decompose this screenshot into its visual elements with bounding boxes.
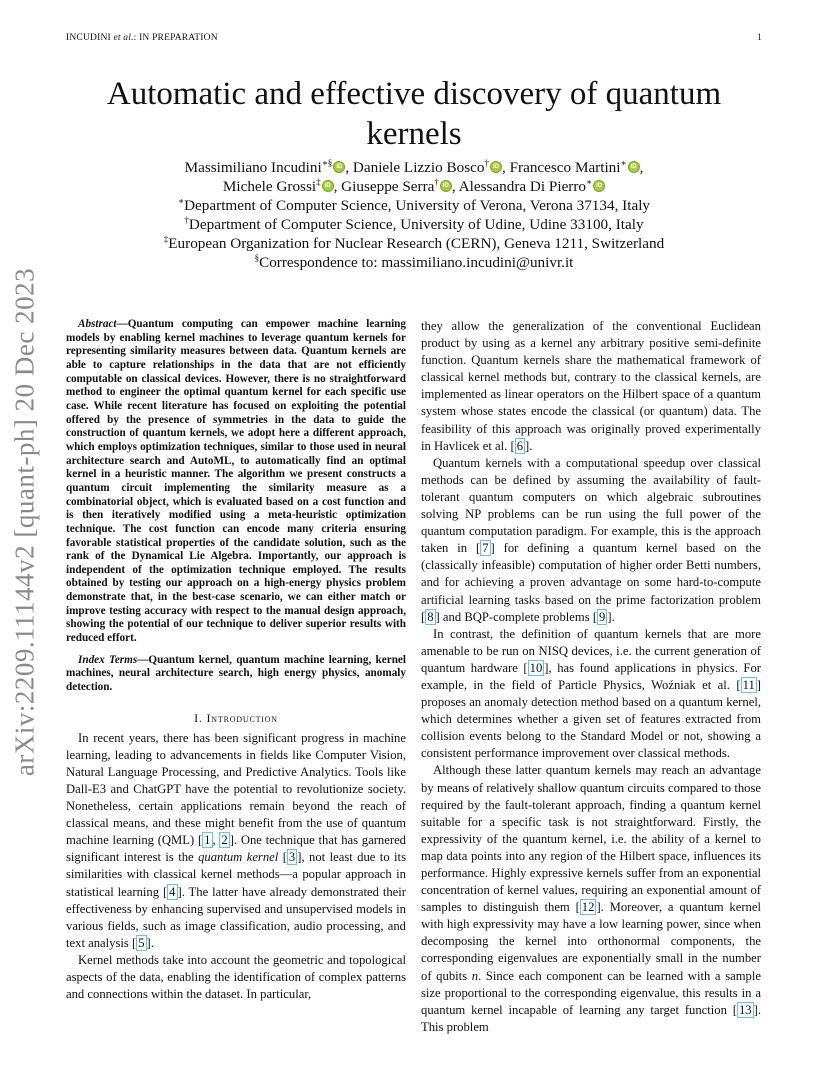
paragraph: Although these latter quantum kernels may reach an advantage by means of relatively shallow quantum circuits compared to those required by the fault-tolerant approach, finding a quantum kernel suitable for a specific task is not straightforward. Firstly, the expressivity of the quantum kernel, i.e. the ability of a kernel to map data points into any region of the Hilbert space, influences its performance. Highly expressive kernels suffer from an exponential concentration of kernel values, requiring an exponential amount of samples to distinguish them [ 12 ]. Moreover, a quantum kernel with high expressivity may have a low learning power, since when decomposing the kernel into orthonormal components, the corresponding eigenvalues are exponentially small in the number of qubits n. Since each component can be learned with a sample size proportional to the corresponding eigenvalue, this results in a quantum kernel incapable of learning any target function [ 13 ]. This problem xyxy=(421,763,761,1034)
arxiv-stamp xyxy=(6,267,44,777)
orcid-icon[interactable] xyxy=(628,161,640,173)
orcid-icon[interactable] xyxy=(490,161,502,173)
affiliation: ‡European Organization for Nuclear Research (CERN), Geneva 1211, Switzerland xyxy=(163,233,665,252)
paper-title: Automatic and effective discovery of quantum kernels xyxy=(106,76,722,152)
abstract xyxy=(66,318,406,646)
paragraph: In contrast, the definition of quantum kernels that are more amenable to be run on NISQ devices, i.e. the current generation of quantum hardware [ 10 ], has found applications in physics. For example, in the field of Particle Physics, Woźniak et al. [ 11 ] proposes an anomaly detection method based on a quantum kernel, which determines whether a given set of features extracted from collision events belong to the Standard Model or not, showing a consistent performance improvement over classical methods. xyxy=(421,626,761,761)
paragraph: In recent years, there has been significant progress in machine learning, leading to advancements in fields like Computer Vision, Natural Language Processing, and Predictive Analytics. Tools like Dall-E3 and ChatGPT have the potential to revolutionize society. Nonetheless, certain applications remain beyond the reach of classical means, and these might benefit from the use of quantum machine learning (QML) [ 1 , 2 ]. One technique that has garnered significant interest is the quantum kernel [ 3 ], not least due to its similarities with classical kernel methods—a popular approach in statistical learning [ 4 ]. The latter have already demonstrated their effectiveness by enhancing supervised and unsupervised models in various fields, such as image classification, audio processing, and text analysis [ 5 ]. xyxy=(66,730,406,950)
paragraph: Quantum kernels with a computational speedup over classical methods can be defined by assuming the availability of fault-tolerant quantum computers on which algebraic subroutines solving NP problems can be run using the full power of the quantum computation paradigm. For example, this is the approach taken in [ 7 ] for defining a quantum kernel based on the (classically infeasible) computation of higher order Betti numbers, and for achieving a proven advantage on some hard-to-compute artificial learning tasks based on the prime factorization problem [ 8 ] and BQP-complete problems [ 9 ]. xyxy=(421,455,761,624)
citation-link[interactable]: 13 xyxy=(738,1002,752,1017)
citation-link[interactable]: 6 xyxy=(516,438,524,453)
citation-link[interactable]: 12 xyxy=(581,900,595,915)
orcid-icon[interactable] xyxy=(322,180,334,192)
citation-link[interactable]: 3 xyxy=(288,850,296,865)
author-name: Massimiliano Incudini xyxy=(184,159,322,176)
author-block xyxy=(110,158,718,272)
left-column xyxy=(66,318,406,1003)
running-header xyxy=(66,33,762,47)
index-terms xyxy=(66,654,406,695)
citation-link[interactable]: 1 xyxy=(204,833,211,848)
arxiv-stamp-text: arXiv:2209.11144v2 [quant-ph] 20 Dec 2023 xyxy=(9,267,40,777)
orcid-icon[interactable] xyxy=(593,180,605,192)
paragraph: Kernel methods take into account the geometric and topological aspects of the data, enabling the identification of complex patterns and connections within the dataset. In particular, xyxy=(66,952,406,1002)
citation-link[interactable]: 10 xyxy=(529,660,543,675)
running-head-text: INCUDINI et al.: IN PREPARATION xyxy=(66,33,218,43)
author-name: Daniele Lizzio Bosco xyxy=(352,159,485,176)
right-column xyxy=(421,318,761,1036)
author-name: Francesco Martini xyxy=(509,159,621,176)
citation-link[interactable]: 2 xyxy=(221,833,228,848)
citation-link[interactable]: 8 xyxy=(427,609,434,624)
section-heading: I. Introduction xyxy=(194,710,278,725)
affiliation: †Department of Computer Science, University of Udine, Udine 33100, Italy xyxy=(184,214,644,233)
citation-link[interactable]: 4 xyxy=(169,884,176,899)
affiliation: ∗Department of Computer Science, University of Verona, Verona 37134, Italy xyxy=(177,195,651,214)
author-name: Giuseppe Serra xyxy=(341,178,435,195)
citation-link[interactable]: 5 xyxy=(138,935,145,950)
page-number: 1 xyxy=(757,33,762,43)
index-terms-label: Index Terms xyxy=(78,653,138,666)
orcid-icon[interactable] xyxy=(440,180,452,192)
citation-link[interactable]: 7 xyxy=(482,541,489,556)
orcid-icon[interactable] xyxy=(333,161,345,173)
abstract-text: —Quantum computing can empower machine learning models by enabling kernel machines to leverage quantum kernels for representing similarity measures between data. Quantum kernels are able to capture relationships in the data that are not efficiently computable on classical devices. However, there is no straightforward method to engineer the optimal quantum kernel for each specific use case. While recent literature has focused on exploiting the potential offered by the presence of symmetries in the data to guide the construction of quantum kernels, we adopt here a different approach, which employs optimization techniques, similar to those used in neural architecture search and AutoML, to automatically find an optimal kernel in a heuristic manner. The algorithm we present constructs a quantum circuit implementing the similarity measure as a combinatorial object, which is evaluated based on a cost function and is then iteratively modified using a meta-heuristic optimization technique. The cost function can encode many criteria ensuring favorable statistical properties of the candidate solution, such as the rank of the Dynamical Lie Algebra. Importantly, our approach is independent of the optimization technique employed. The results obtained by testing our approach on a high-energy physics problem demonstrate that, in the best-case scenario, we can either match or improve testing accuracy with respect to the manual design approach, showing the potential of our technique to deliver superior results with reduced effort. xyxy=(66,318,406,645)
abstract-label: Abstract xyxy=(78,318,117,330)
author-name: Michele Grossi xyxy=(222,178,317,195)
citation-link[interactable]: 11 xyxy=(742,677,755,692)
author-line-2: Michele Grossi‡iD , Giuseppe Serra†iD , Alessandra Di Pierro∗iD xyxy=(110,177,718,196)
paragraph: they allow the generalization of the conventional Euclidean product by using as a kernel any arbitrary positive semi-definite function. Quantum kernels share the mathematical framework of classical kernel methods but, contrary to the classical kernels, are implemented as linear operators on the Hilbert space of a quantum system whose states encode the classical (or quantum) data. The feasibility of this approach was originally proved experimentally in Havlicek et al. [ 6 ]. xyxy=(421,319,761,453)
index-terms-text: —Quantum kernel, quantum machine learning, kernel machines, neural architecture search, high energy physics, anomaly detection. xyxy=(66,653,406,694)
author-name: Alessandra Di Pierro xyxy=(458,178,587,195)
author-line-1: Massimiliano Incudini∗§iD , Daniele Lizzio Bosco†iD , Francesco Martini∗iD , xyxy=(110,158,718,177)
correspondence: §Correspondence to: massimiliano.incudini@univr.it xyxy=(254,252,574,271)
citation-link[interactable]: 9 xyxy=(599,609,606,624)
